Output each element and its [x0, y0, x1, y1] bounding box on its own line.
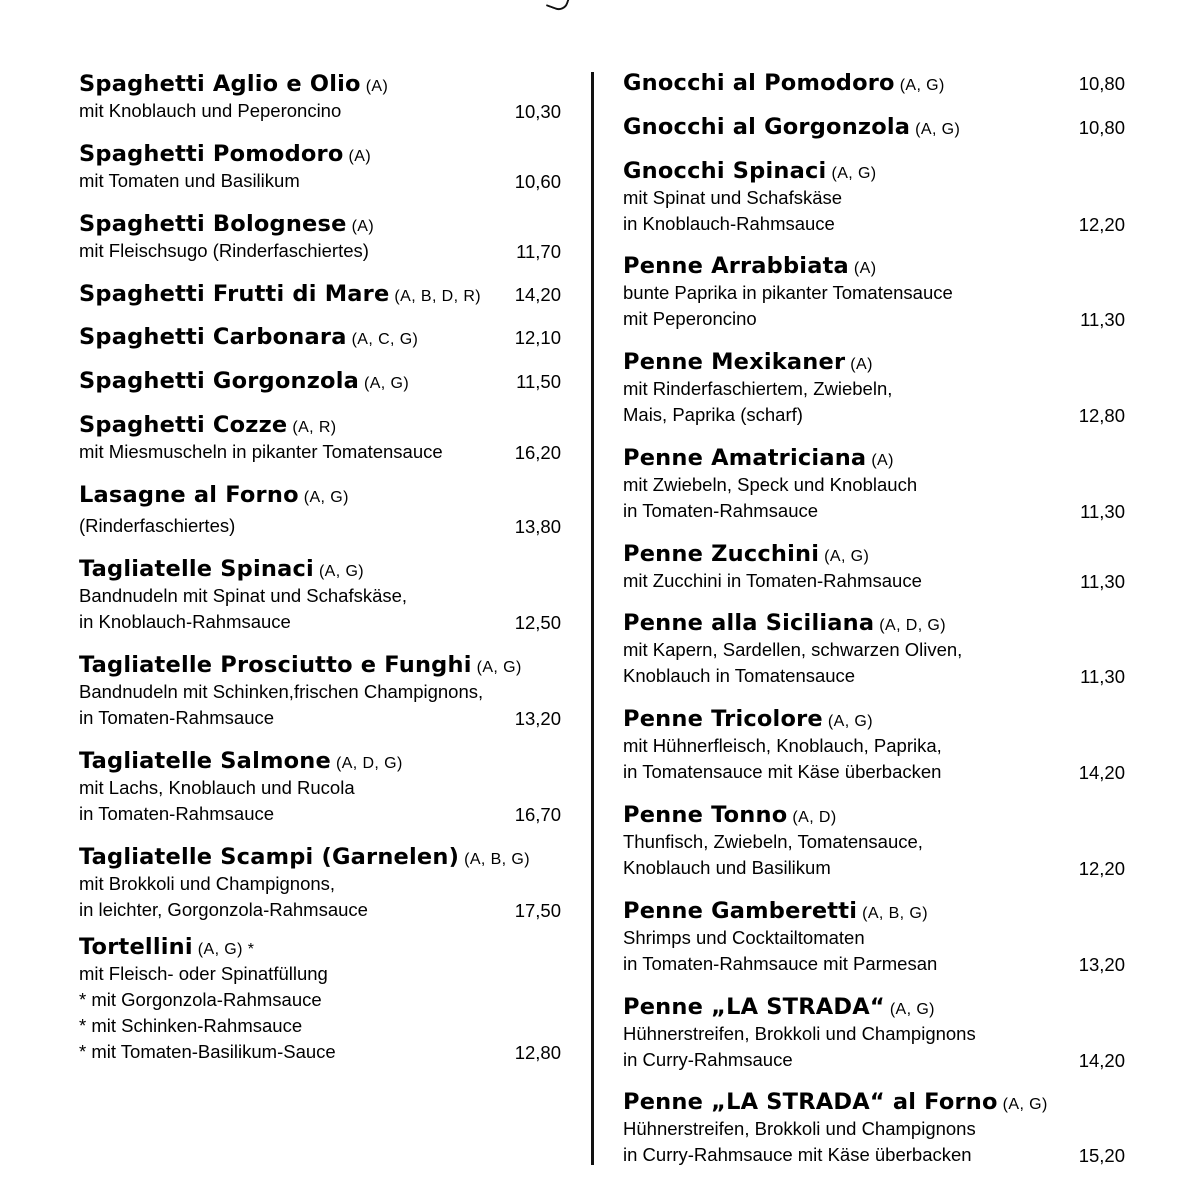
menu-item-penne-mexikaner: [623, 348, 1125, 428]
menu-item-tagliatelle-scampi-garnelen: [79, 843, 561, 923]
dish-heading: [623, 801, 1125, 829]
menu-item-penne-la-strada-al-forno: [623, 1088, 1125, 1168]
dish-price: 13,20: [1078, 954, 1125, 975]
dish-name: Spaghetti Carbonara: [79, 324, 347, 350]
menu-item-tagliatelle-salmone: [79, 747, 561, 827]
allergen-codes: (A, G) *: [197, 941, 255, 958]
dish-heading: [623, 897, 1125, 925]
dish-price: 12,80: [1078, 405, 1125, 426]
dish-heading: [79, 323, 561, 351]
dish-name: Gnocchi al Gorgonzola: [623, 114, 911, 140]
dish-description: mit Peperoncino: [623, 308, 757, 329]
dish-price: 12,50: [514, 612, 561, 633]
dish-description: in Tomaten-Rahmsauce: [79, 803, 275, 824]
menu-item-penne-zucchini: [623, 540, 1125, 594]
allergen-codes: (A, G): [827, 713, 873, 730]
allergen-codes: (A, D): [792, 809, 837, 826]
dish-heading: [623, 705, 1125, 733]
menu-item-spaghetti-pomodoro: [79, 140, 561, 194]
dish-description: Knoblauch und Basilikum: [623, 857, 831, 878]
menu-item-penne-gamberetti: [623, 897, 1125, 977]
menu-item-penne-arrabbiata: [623, 252, 1125, 332]
allergen-codes: (A): [853, 260, 877, 277]
dish-description: in Tomaten-Rahmsauce mit Parmesan: [623, 953, 938, 974]
allergen-codes: (A, D, G): [879, 617, 946, 634]
dish-heading: [79, 411, 561, 439]
dish-description: mit Hühnerfleisch, Knoblauch, Paprika,: [623, 735, 942, 756]
dish-price: 12,10: [514, 327, 561, 348]
allergen-codes: (A, B, G): [862, 905, 928, 922]
menu-item-tortellini: [79, 933, 561, 1065]
dish-description: Shrimps und Cocktailtomaten: [623, 927, 865, 948]
dish-price: 14,20: [514, 284, 561, 305]
dish-description: * mit Gorgonzola-Rahmsauce: [79, 989, 322, 1010]
menu-item-lasagne-al-forno: [79, 481, 561, 539]
menu-item-penne-tonno: [623, 801, 1125, 881]
dish-description: in Knoblauch-Rahmsauce: [623, 213, 835, 234]
menu-item-penne-amatriciana: [623, 444, 1125, 524]
allergen-codes: (A, B, D, R): [394, 288, 482, 305]
dish-description: in Tomatensauce mit Käse überbacken: [623, 761, 942, 782]
dish-description: mit Tomaten und Basilikum: [79, 170, 300, 191]
dish-heading: [79, 747, 561, 775]
dish-price: 10,80: [1078, 73, 1125, 94]
menu-item-spaghetti-frutti-di-mare: [79, 280, 561, 308]
dish-heading: [79, 140, 561, 168]
dish-description: Hühnerstreifen, Brokkoli und Champignons: [623, 1118, 976, 1139]
dish-heading: [79, 70, 561, 98]
dish-price: 12,20: [1078, 858, 1125, 879]
dish-name: Lasagne al Forno: [79, 482, 299, 508]
dish-name: Gnocchi Spinaci: [623, 158, 827, 184]
dish-name: Gnocchi al Pomodoro: [623, 70, 895, 96]
dish-name: Spaghetti Aglio e Olio: [79, 71, 361, 97]
menu-item-tagliatelle-prosciutto-e-funghi: [79, 651, 561, 731]
dish-description: * mit Tomaten-Basilikum-Sauce: [79, 1041, 336, 1062]
allergen-codes: (A): [871, 452, 894, 469]
dish-price: 11,30: [1080, 666, 1125, 687]
dish-name: Penne alla Siciliana: [623, 610, 875, 636]
dish-description: (Rinderfaschiertes): [79, 515, 236, 536]
dish-heading: [79, 933, 561, 961]
dish-description: * mit Schinken-Rahmsauce: [79, 1015, 303, 1036]
dish-description: mit Zucchini in Tomaten-Rahmsauce: [623, 570, 922, 591]
dish-price: 12,20: [1078, 214, 1125, 235]
menu-item-penne-tricolore: [623, 705, 1125, 785]
dish-price: 11,30: [1080, 571, 1125, 592]
dish-description: in Tomaten-Rahmsauce: [623, 500, 819, 521]
allergen-codes: (A, R): [292, 419, 337, 436]
dish-name: Spaghetti Gorgonzola: [79, 368, 359, 394]
allergen-codes: (A, D, G): [335, 755, 403, 772]
dish-price: 13,80: [514, 516, 561, 537]
dish-description: mit Knoblauch und Peperoncino: [79, 100, 342, 121]
dish-name: Penne Gamberetti: [623, 898, 858, 924]
dish-name: Penne Amatriciana: [623, 445, 867, 471]
dish-description: Thunfisch, Zwiebeln, Tomatensauce,: [623, 831, 923, 852]
dish-name: Tagliatelle Spinaci: [79, 556, 314, 582]
allergen-codes: (A, B, G): [464, 851, 530, 868]
menu-item-gnocchi-al-gorgonzola: [623, 113, 1125, 141]
dish-heading: [623, 993, 1125, 1021]
dish-price: 11,30: [1080, 309, 1125, 330]
menu-item-spaghetti-carbonara: [79, 323, 561, 351]
dish-name: Penne Zucchini: [623, 541, 820, 567]
dish-heading: [623, 540, 1125, 568]
dish-name: Penne Mexikaner: [623, 349, 846, 375]
allergen-codes: (A, G): [364, 375, 410, 392]
dish-description: mit Lachs, Knoblauch und Rucola: [79, 777, 355, 798]
dish-price: 12,80: [514, 1042, 561, 1063]
dish-price: 10,60: [514, 171, 561, 192]
dish-name: Penne Arrabbiata: [623, 253, 849, 279]
dish-description: mit Spinat und Schafskäse: [623, 187, 843, 208]
menu-item-penne-alla-siciliana: [623, 609, 1125, 689]
dish-heading: [623, 1088, 1125, 1116]
dish-name: Penne Tricolore: [623, 706, 823, 732]
dish-price: 15,20: [1078, 1145, 1125, 1166]
dish-name: Tagliatelle Salmone: [79, 748, 331, 774]
dish-name: Tagliatelle Scampi (Garnelen): [79, 844, 460, 870]
dish-description: in Knoblauch-Rahmsauce: [79, 611, 291, 632]
allergen-codes: (A, G): [824, 548, 870, 565]
dish-price: 16,70: [514, 804, 561, 825]
dish-description: mit Fleisch- oder Spinatfüllung: [79, 963, 328, 984]
allergen-codes: (A): [850, 356, 873, 373]
allergen-codes: (A, G): [915, 121, 961, 138]
dish-heading: [623, 69, 1125, 97]
dish-price: 10,30: [514, 101, 561, 122]
dish-heading: [79, 367, 561, 395]
dish-description: mit Zwiebeln, Speck und Knoblauch: [623, 474, 918, 495]
dish-heading: [623, 609, 1125, 637]
dish-heading: [623, 252, 1125, 280]
dish-description: in leichter, Gorgonzola-Rahmsauce: [79, 899, 368, 920]
allergen-codes: (A, G): [303, 489, 349, 506]
menu-item-spaghetti-aglio-e-olio: [79, 70, 561, 124]
dish-description: in Curry-Rahmsauce: [623, 1049, 793, 1070]
dish-price: 13,20: [514, 708, 561, 729]
menu-item-spaghetti-bolognese: [79, 210, 561, 264]
allergen-codes: (A, G): [831, 165, 877, 182]
allergen-codes: (A, G): [318, 563, 365, 580]
dish-heading: [79, 843, 561, 871]
dish-description: Mais, Paprika (scharf): [623, 404, 803, 425]
dish-description: mit Miesmuscheln in pikanter Tomatensauce: [79, 441, 443, 462]
menu-item-gnocchi-spinaci: [623, 157, 1125, 237]
dish-name: Tortellini: [79, 934, 193, 960]
allergen-codes: (A): [348, 148, 372, 165]
dish-heading: [623, 348, 1125, 376]
allergen-codes: (A, G): [899, 77, 945, 94]
dish-description: mit Kapern, Sardellen, schwarzen Oliven,: [623, 639, 963, 660]
dish-heading: [623, 157, 1125, 185]
dish-heading: [79, 210, 561, 238]
dish-price: 14,20: [1078, 1050, 1125, 1071]
menu-item-spaghetti-cozze: [79, 411, 561, 465]
dish-name: Penne „LA STRADA“: [623, 994, 885, 1020]
dish-name: Penne „LA STRADA“ al Forno: [623, 1089, 998, 1115]
dish-name: Spaghetti Frutti di Mare: [79, 281, 390, 307]
title-swash-fragment: [546, 0, 570, 13]
dish-description: in Curry-Rahmsauce mit Käse überbacken: [623, 1144, 972, 1165]
dish-heading: [79, 651, 561, 679]
dish-name: Penne Tonno: [623, 802, 788, 828]
allergen-codes: (A): [365, 78, 389, 95]
dish-price: 17,50: [514, 900, 561, 921]
dish-heading: [79, 555, 561, 583]
dish-description: in Tomaten-Rahmsauce: [79, 707, 275, 728]
dish-name: Spaghetti Bolognese: [79, 211, 347, 237]
allergen-codes: (A, G): [476, 659, 522, 676]
dish-description: mit Brokkoli und Champignons,: [79, 873, 336, 894]
dish-description: bunte Paprika in pikanter Tomatensauce: [623, 282, 953, 303]
dish-description: Bandnudeln mit Schinken,frischen Champignons,: [79, 681, 484, 702]
dish-price: 11,70: [516, 241, 561, 262]
column-divider: [591, 72, 594, 1165]
menu-item-spaghetti-gorgonzola: [79, 367, 561, 395]
dish-heading: [623, 113, 1125, 141]
dish-heading: [79, 280, 561, 308]
dish-price: 11,50: [516, 371, 561, 392]
dish-description: Knoblauch in Tomatensauce: [623, 665, 856, 686]
allergen-codes: (A, G): [889, 1001, 935, 1018]
dish-price: 16,20: [514, 442, 561, 463]
dish-description: Hühnerstreifen, Brokkoli und Champignons: [623, 1023, 976, 1044]
menu-item-gnocchi-al-pomodoro: [623, 69, 1125, 97]
dish-price: 10,80: [1078, 117, 1125, 138]
dish-description: mit Fleischsugo (Rinderfaschiertes): [79, 240, 369, 261]
dish-name: Tagliatelle Prosciutto e Funghi: [79, 652, 472, 678]
dish-heading: [623, 444, 1125, 472]
dish-description: mit Rinderfaschiertem, Zwiebeln,: [623, 378, 893, 399]
dish-price: 14,20: [1078, 762, 1125, 783]
dish-heading: [79, 481, 561, 509]
allergen-codes: (A): [351, 218, 375, 235]
dish-price: 11,30: [1080, 501, 1125, 522]
dish-name: Spaghetti Pomodoro: [79, 141, 344, 167]
allergen-codes: (A, G): [1002, 1096, 1048, 1113]
allergen-codes: (A, C, G): [351, 331, 419, 348]
dish-description: Bandnudeln mit Spinat und Schafskäse,: [79, 585, 408, 606]
menu-item-tagliatelle-spinaci: [79, 555, 561, 635]
menu-item-penne-la-strada: [623, 993, 1125, 1073]
dish-name: Spaghetti Cozze: [79, 412, 288, 438]
